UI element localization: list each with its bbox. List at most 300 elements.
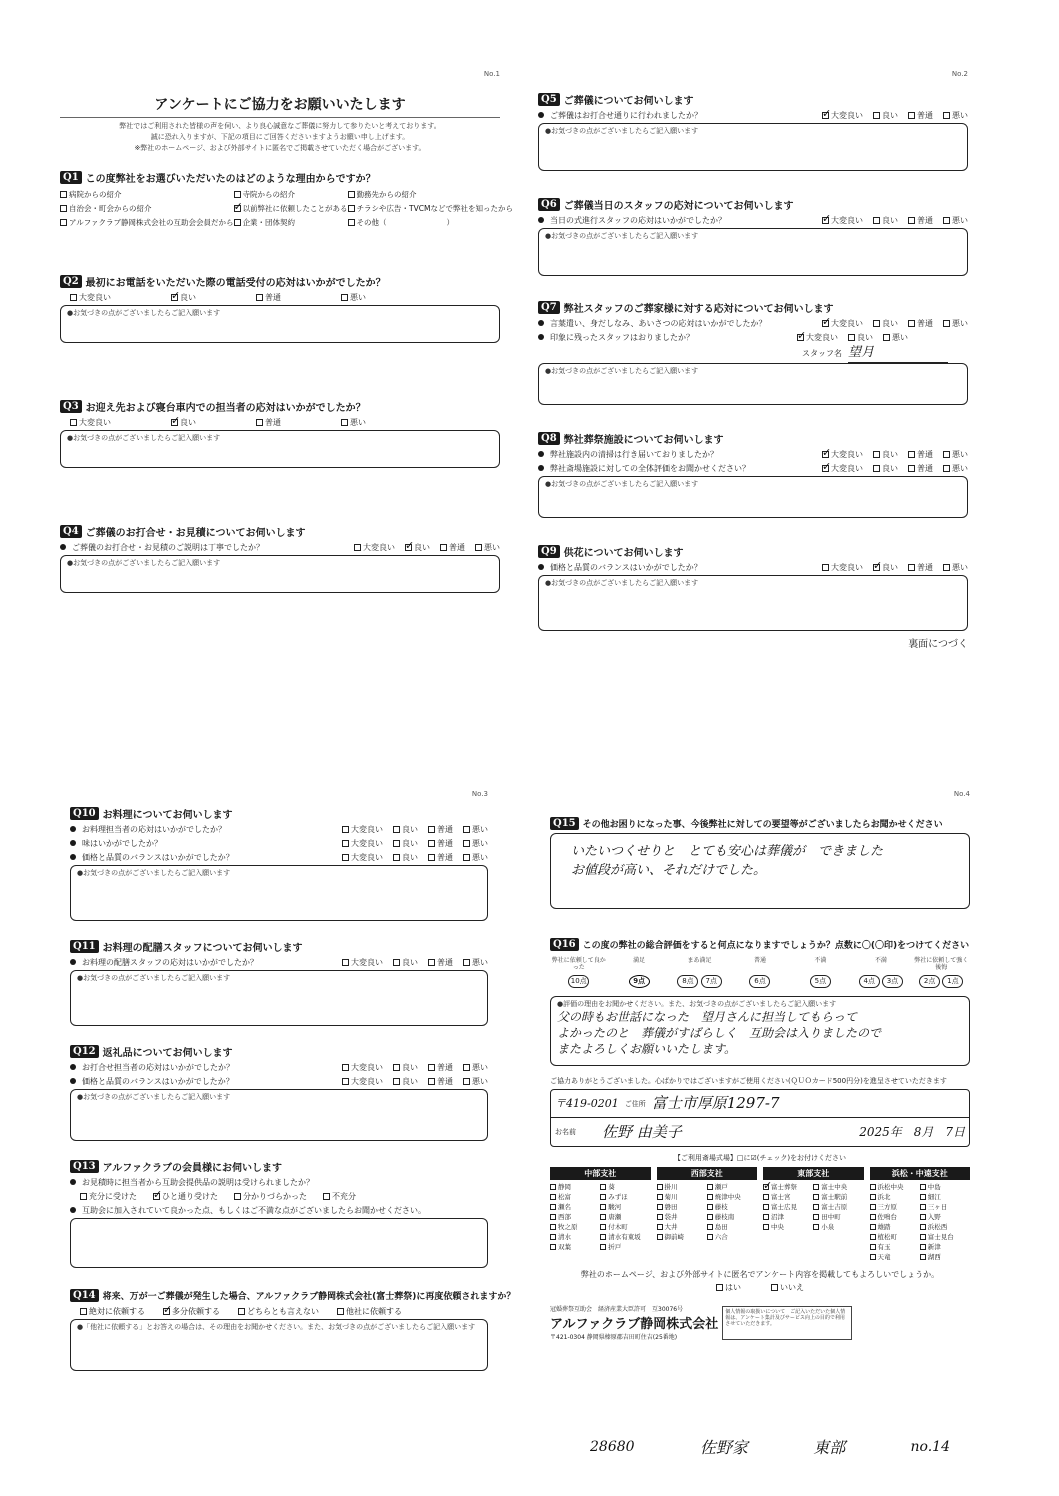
comment-box[interactable] bbox=[70, 1218, 488, 1268]
q1-option[interactable]: 寺院からの紹介 bbox=[234, 189, 348, 200]
checkbox-option[interactable]: 大変良い bbox=[342, 957, 383, 968]
checkbox-icon[interactable] bbox=[943, 320, 950, 327]
comment-box[interactable]: ●お気づきの点がございましたらご記入願います bbox=[60, 305, 500, 343]
checkbox-icon[interactable] bbox=[707, 1194, 713, 1200]
comment-box[interactable]: ●お気づきの点がございましたらご記入願います bbox=[70, 865, 488, 921]
checkbox-icon[interactable] bbox=[920, 1204, 926, 1210]
checkbox-icon[interactable] bbox=[657, 1234, 663, 1240]
checkbox-option[interactable]: 良い bbox=[393, 1062, 418, 1073]
checkbox-icon[interactable] bbox=[813, 1224, 819, 1230]
checkbox-icon[interactable] bbox=[600, 1244, 606, 1250]
q9: Q9 供花についてお伺いします 価格と品質のバランスはいかがでしたか？ 大変良い ✓ 良い 普通 悪い ●お気づきの点がございましたらご記入願います 裏面につづく bbox=[538, 542, 968, 650]
checkbox-icon[interactable] bbox=[550, 1204, 556, 1210]
checkbox-option[interactable]: ✓ 大変良い bbox=[797, 332, 838, 343]
checkbox-option[interactable]: 悪い bbox=[463, 824, 488, 835]
checkbox-icon[interactable] bbox=[657, 1184, 663, 1190]
checkbox-icon[interactable] bbox=[763, 1214, 769, 1220]
checkbox-option[interactable]: 悪い bbox=[341, 292, 366, 303]
checkbox-icon[interactable] bbox=[943, 112, 950, 119]
checkbox-option[interactable]: 袋井 bbox=[657, 1212, 707, 1221]
checkbox-option[interactable]: 富士吉原 bbox=[813, 1202, 863, 1211]
checkbox-icon[interactable] bbox=[873, 465, 880, 472]
checkbox-option[interactable]: 三ヶ日 bbox=[920, 1202, 970, 1211]
checkbox-icon[interactable] bbox=[60, 191, 67, 198]
checkbox-option[interactable]: 有玉 bbox=[870, 1242, 920, 1251]
checkbox-option[interactable]: 悪い bbox=[463, 1076, 488, 1087]
checkbox-option[interactable]: 磐田 bbox=[657, 1202, 707, 1211]
checkbox-option[interactable]: 西部 bbox=[550, 1212, 600, 1221]
checkbox-icon[interactable] bbox=[393, 959, 400, 966]
comment-box[interactable]: ●お気づきの点がございましたらご記入願います bbox=[538, 123, 968, 171]
checkbox-option[interactable]: 良い bbox=[848, 332, 873, 343]
checkbox-icon[interactable] bbox=[600, 1234, 606, 1240]
checkbox-option[interactable]: 掛川 bbox=[657, 1182, 707, 1191]
comment-box[interactable]: ●お気づきの点がございましたらご記入願います bbox=[60, 430, 500, 468]
checkbox-option[interactable]: 菊川 bbox=[657, 1192, 707, 1201]
checked-box-icon[interactable] bbox=[234, 205, 241, 212]
checkbox-icon[interactable] bbox=[393, 1078, 400, 1085]
checkbox-option[interactable]: 佐鳴台 bbox=[870, 1212, 920, 1221]
checkbox-option[interactable]: ✓ 良い bbox=[405, 542, 430, 553]
checked-box-icon[interactable] bbox=[763, 1184, 769, 1190]
checkbox-icon[interactable] bbox=[920, 1214, 926, 1220]
checkbox-option[interactable]: 浜松西 bbox=[920, 1222, 970, 1231]
checkbox-icon[interactable] bbox=[463, 840, 470, 847]
checkbox-icon[interactable] bbox=[600, 1194, 606, 1200]
checkbox-icon[interactable] bbox=[428, 840, 435, 847]
checkbox-option[interactable]: 島田 bbox=[707, 1222, 757, 1231]
checkbox-icon[interactable] bbox=[943, 465, 950, 472]
q1-option[interactable]: 勤務先からの紹介 bbox=[348, 189, 513, 200]
comment-box[interactable]: ●お気づきの点がございましたらご記入願います bbox=[538, 228, 968, 276]
checkbox-icon[interactable] bbox=[70, 419, 77, 426]
checkbox-option[interactable]: 悪い bbox=[341, 417, 366, 428]
checkbox-icon[interactable] bbox=[337, 1308, 344, 1315]
checkbox-option[interactable]: 普通 bbox=[908, 215, 933, 226]
checkbox-icon[interactable] bbox=[341, 419, 348, 426]
checkbox-icon[interactable] bbox=[707, 1214, 713, 1220]
checkbox-option[interactable]: 三方原 bbox=[870, 1202, 920, 1211]
checkbox-option[interactable]: 悪い bbox=[943, 449, 968, 460]
checkbox-option[interactable]: 良い bbox=[873, 110, 898, 121]
comment-box[interactable]: ●お気づきの点がございましたらご記入願います bbox=[70, 970, 488, 1026]
checkbox-option[interactable]: 富士駅前 bbox=[813, 1192, 863, 1201]
address-form: 〒419-0201 ご住所 富士市厚原1297-7 お名前 佐野 由美子 2025年 8月 7日 bbox=[550, 1089, 970, 1147]
checkbox-option[interactable]: 大変良い bbox=[354, 542, 395, 553]
date-field[interactable]: 2025年 8月 7日 bbox=[859, 1124, 965, 1139]
checkbox-option[interactable]: 大変良い bbox=[342, 1062, 383, 1073]
checkbox-icon[interactable] bbox=[428, 1078, 435, 1085]
checkbox-icon[interactable] bbox=[342, 1078, 349, 1085]
checkbox-icon[interactable] bbox=[550, 1194, 556, 1200]
checkbox-option[interactable]: 双葉 bbox=[550, 1242, 600, 1251]
checkbox-option[interactable]: 良い bbox=[393, 1076, 418, 1087]
checkbox-icon[interactable] bbox=[943, 217, 950, 224]
checkbox-icon[interactable] bbox=[763, 1194, 769, 1200]
checkbox-option[interactable]: 大井 bbox=[657, 1222, 707, 1231]
checkbox-icon[interactable] bbox=[908, 112, 915, 119]
checkbox-option[interactable]: 清水有東坂 bbox=[600, 1232, 650, 1241]
survey-title: アンケートにご協力をお願いいたします bbox=[60, 94, 500, 118]
publish-yes[interactable]: はい bbox=[716, 1282, 741, 1293]
checkbox-option[interactable]: 大変良い bbox=[70, 292, 111, 303]
checkbox-option[interactable]: ✓ ひと通り受けた bbox=[153, 1191, 218, 1202]
checkbox-icon[interactable] bbox=[873, 217, 880, 224]
checkbox-icon[interactable] bbox=[920, 1254, 926, 1260]
checkbox-icon[interactable] bbox=[908, 451, 915, 458]
checked-box-icon[interactable] bbox=[822, 217, 829, 224]
checkbox-icon[interactable] bbox=[428, 1064, 435, 1071]
checkbox-icon[interactable] bbox=[600, 1204, 606, 1210]
checkbox-option[interactable]: 新津 bbox=[920, 1242, 970, 1251]
checkbox-option[interactable]: 悪い bbox=[463, 852, 488, 863]
checkbox-option[interactable]: 御前崎 bbox=[657, 1232, 707, 1241]
bullet-icon bbox=[70, 1078, 76, 1084]
question-number: Q15 bbox=[550, 817, 579, 830]
checkbox-icon[interactable] bbox=[342, 854, 349, 861]
checkbox-option[interactable]: 六合 bbox=[707, 1232, 757, 1241]
checkbox-icon[interactable] bbox=[870, 1214, 876, 1220]
checkbox-icon[interactable] bbox=[657, 1224, 663, 1230]
checkbox-option[interactable]: 絶対に依頼する bbox=[80, 1306, 145, 1317]
checkbox-icon[interactable] bbox=[763, 1204, 769, 1210]
q1-option[interactable]: アルファクラブ静岡株式会社の互助会会員だから bbox=[60, 217, 234, 228]
checkbox-icon[interactable] bbox=[60, 205, 67, 212]
checkbox-icon[interactable] bbox=[550, 1244, 556, 1250]
checkbox-icon[interactable] bbox=[870, 1244, 876, 1250]
checkbox-icon[interactable] bbox=[870, 1234, 876, 1240]
checkbox-icon[interactable] bbox=[813, 1194, 819, 1200]
checkbox-icon[interactable] bbox=[873, 451, 880, 458]
checkbox-option[interactable]: ✓ 良い bbox=[171, 292, 196, 303]
checkbox-icon[interactable] bbox=[908, 465, 915, 472]
comment-box[interactable]: ●お気づきの点がございましたらご記入願います bbox=[60, 555, 500, 593]
checkbox-option[interactable]: ✓ 大変良い bbox=[822, 110, 863, 121]
checkbox-option[interactable]: 普通 bbox=[908, 562, 933, 573]
checkbox-option[interactable]: 悪い bbox=[463, 1062, 488, 1073]
address-field[interactable]: 富士市厚原1297-7 bbox=[651, 1094, 780, 1112]
checkbox-option[interactable]: 大変良い bbox=[342, 1076, 383, 1087]
checkbox-option[interactable]: 浜北 bbox=[870, 1192, 920, 1201]
checked-box-icon[interactable] bbox=[822, 320, 829, 327]
checkbox-option[interactable]: 焼津中央 bbox=[707, 1192, 757, 1201]
checkbox-option[interactable]: 普通 bbox=[908, 318, 933, 329]
checked-box-icon[interactable] bbox=[171, 419, 178, 426]
checkbox-option[interactable]: ✓ 富士葬祭 bbox=[763, 1182, 813, 1191]
checkbox-option[interactable]: 大変良い bbox=[342, 824, 383, 835]
checkbox-option[interactable]: どちらとも言えない bbox=[238, 1306, 319, 1317]
checkbox-option[interactable]: 植松町 bbox=[870, 1232, 920, 1241]
checkbox-option[interactable]: 富士広見 bbox=[763, 1202, 813, 1211]
checkbox-icon[interactable] bbox=[80, 1193, 87, 1200]
checkbox-option[interactable]: 良い bbox=[873, 215, 898, 226]
checkbox-icon[interactable] bbox=[550, 1214, 556, 1220]
checkbox-option[interactable]: 普通 bbox=[428, 838, 453, 849]
checkbox-option[interactable]: 悪い bbox=[943, 110, 968, 121]
checkbox-icon[interactable] bbox=[342, 840, 349, 847]
checkbox-icon[interactable] bbox=[463, 1078, 470, 1085]
staff-name-input[interactable]: 望月 bbox=[848, 343, 948, 363]
checkbox-option[interactable]: 瀬名 bbox=[550, 1202, 600, 1211]
checkbox-option[interactable]: 雄踏 bbox=[870, 1222, 920, 1231]
checkbox-icon[interactable] bbox=[475, 544, 482, 551]
checkbox-option[interactable]: 良い bbox=[393, 957, 418, 968]
checkbox-option[interactable]: 唐瀬 bbox=[600, 1212, 650, 1221]
checkbox-option[interactable]: 不充分 bbox=[323, 1191, 356, 1202]
checkbox-option[interactable]: 良い bbox=[873, 463, 898, 474]
checkbox-icon[interactable] bbox=[463, 854, 470, 861]
checked-box-icon[interactable] bbox=[822, 465, 829, 472]
checkbox-icon[interactable] bbox=[870, 1204, 876, 1210]
checkbox-option[interactable]: 悪い bbox=[943, 215, 968, 226]
checkbox-icon[interactable] bbox=[393, 854, 400, 861]
checkbox-option[interactable]: 富士宮 bbox=[763, 1192, 813, 1201]
checkbox-option[interactable]: 他社に依頼する bbox=[337, 1306, 402, 1317]
checkbox-icon[interactable] bbox=[707, 1234, 713, 1240]
checkbox-option[interactable]: 普通 bbox=[440, 542, 465, 553]
checkbox-icon[interactable] bbox=[80, 1308, 87, 1315]
checkbox-option[interactable]: 普通 bbox=[256, 292, 281, 303]
q1-option[interactable]: 企業・団体契約 bbox=[234, 217, 348, 228]
checkbox-option[interactable]: 沼津 bbox=[763, 1212, 813, 1221]
checked-box-icon[interactable] bbox=[822, 112, 829, 119]
checkbox-icon[interactable] bbox=[870, 1254, 876, 1260]
checkbox-icon[interactable] bbox=[716, 1284, 723, 1291]
checkbox-icon[interactable] bbox=[657, 1194, 663, 1200]
checkbox-option[interactable]: 湖西 bbox=[920, 1252, 970, 1261]
checkbox-icon[interactable] bbox=[600, 1184, 606, 1190]
checkbox-option[interactable]: 大変良い bbox=[70, 417, 111, 428]
checked-box-icon[interactable] bbox=[153, 1193, 160, 1200]
comment-box[interactable]: ●お気づきの点がございましたらご記入願います bbox=[538, 363, 968, 405]
checkbox-icon[interactable] bbox=[234, 191, 241, 198]
checkbox-icon[interactable] bbox=[440, 544, 447, 551]
checkbox-icon[interactable] bbox=[428, 854, 435, 861]
checkbox-option[interactable]: 普通 bbox=[908, 463, 933, 474]
checkbox-icon[interactable] bbox=[873, 112, 880, 119]
checkbox-icon[interactable] bbox=[348, 219, 355, 226]
checkbox-option[interactable]: 葵 bbox=[600, 1182, 650, 1191]
checkbox-icon[interactable] bbox=[428, 959, 435, 966]
checkbox-option[interactable]: 良い bbox=[873, 318, 898, 329]
checkbox-option[interactable]: 充分に受けた bbox=[80, 1191, 137, 1202]
checkbox-option[interactable]: 小泉 bbox=[813, 1222, 863, 1231]
checkbox-option[interactable]: 普通 bbox=[908, 110, 933, 121]
checkbox-icon[interactable] bbox=[822, 564, 829, 571]
checkbox-option[interactable]: 天竜 bbox=[870, 1252, 920, 1261]
checkbox-option[interactable]: 松富 bbox=[550, 1192, 600, 1201]
checkbox-icon[interactable] bbox=[342, 826, 349, 833]
checkbox-icon[interactable] bbox=[348, 205, 355, 212]
checkbox-option[interactable]: ✓ 大変良い bbox=[822, 463, 863, 474]
checked-box-icon[interactable] bbox=[405, 544, 412, 551]
checkbox-option[interactable]: 田中町 bbox=[813, 1212, 863, 1221]
checkbox-icon[interactable] bbox=[771, 1284, 778, 1291]
checkbox-icon[interactable] bbox=[920, 1234, 926, 1240]
checkbox-option[interactable]: 悪い bbox=[943, 562, 968, 573]
checkbox-option[interactable]: 悪い bbox=[475, 542, 500, 553]
checkbox-icon[interactable] bbox=[550, 1224, 556, 1230]
checked-box-icon[interactable] bbox=[873, 564, 880, 571]
checkbox-option[interactable]: 悪い bbox=[463, 838, 488, 849]
checkbox-option[interactable]: 普通 bbox=[256, 417, 281, 428]
checkbox-icon[interactable] bbox=[550, 1184, 556, 1190]
checkbox-icon[interactable] bbox=[600, 1214, 606, 1220]
comment-box[interactable] bbox=[550, 833, 970, 909]
checkbox-icon[interactable] bbox=[342, 1064, 349, 1071]
checkbox-option[interactable]: 悪い bbox=[463, 957, 488, 968]
checkbox-option[interactable]: みずほ bbox=[600, 1192, 650, 1201]
checkbox-icon[interactable] bbox=[870, 1224, 876, 1230]
question-number: Q13 bbox=[70, 1160, 99, 1173]
checkbox-icon[interactable] bbox=[873, 320, 880, 327]
checkbox-icon[interactable] bbox=[943, 564, 950, 571]
checkbox-icon[interactable] bbox=[463, 1064, 470, 1071]
checkbox-option[interactable]: 悪い bbox=[943, 463, 968, 474]
checkbox-icon[interactable] bbox=[943, 451, 950, 458]
checkbox-option[interactable]: 普通 bbox=[428, 1062, 453, 1073]
checkbox-icon[interactable] bbox=[908, 320, 915, 327]
checkbox-icon[interactable] bbox=[341, 294, 348, 301]
checkbox-icon[interactable] bbox=[870, 1194, 876, 1200]
checkbox-icon[interactable] bbox=[393, 840, 400, 847]
checkbox-option[interactable]: ✓ 大変良い bbox=[822, 318, 863, 329]
checkbox-option[interactable]: 浜松中央 bbox=[870, 1182, 920, 1191]
checkbox-option[interactable]: 分かりづらかった bbox=[234, 1191, 307, 1202]
checkbox-icon[interactable] bbox=[657, 1204, 663, 1210]
checkbox-option[interactable]: 細江 bbox=[920, 1192, 970, 1201]
checkbox-option[interactable]: 中央 bbox=[763, 1222, 813, 1231]
bullet-icon bbox=[538, 465, 544, 471]
checkbox-icon[interactable] bbox=[234, 1193, 241, 1200]
checkbox-icon[interactable] bbox=[657, 1214, 663, 1220]
checkbox-option[interactable]: 良い bbox=[393, 824, 418, 835]
checkbox-option[interactable]: 中島 bbox=[920, 1182, 970, 1191]
checkbox-icon[interactable] bbox=[234, 219, 241, 226]
checkbox-option[interactable]: ✓ 大変良い bbox=[822, 215, 863, 226]
checkbox-icon[interactable] bbox=[813, 1204, 819, 1210]
score-scale: 弊社に依頼して良かった 10点 満足 9点 まあ満足 8点 7点 普通 6点 不満 5点 不満 4点 3点 弊社に依頼して強く後悔 2点 1点 bbox=[550, 957, 970, 988]
checkbox-option[interactable]: 普通 bbox=[428, 1076, 453, 1087]
checkbox-icon[interactable] bbox=[393, 826, 400, 833]
checkbox-option[interactable]: 良い bbox=[873, 449, 898, 460]
checkbox-icon[interactable] bbox=[813, 1214, 819, 1220]
q1-option[interactable]: その他（ ） bbox=[348, 217, 513, 228]
checkbox-option[interactable]: 静岡 bbox=[550, 1182, 600, 1191]
q1-option[interactable]: 自治会・町会からの紹介 bbox=[60, 203, 234, 214]
checkbox-option[interactable]: 悪い bbox=[943, 318, 968, 329]
checkbox-option[interactable]: 入野 bbox=[920, 1212, 970, 1221]
checkbox-icon[interactable] bbox=[763, 1224, 769, 1230]
checkbox-icon[interactable] bbox=[256, 419, 263, 426]
checkbox-option[interactable]: 普通 bbox=[428, 824, 453, 835]
checkbox-icon[interactable] bbox=[707, 1204, 713, 1210]
checkbox-option[interactable]: 藤枝南 bbox=[707, 1212, 757, 1221]
checkbox-icon[interactable] bbox=[70, 294, 77, 301]
publish-no[interactable]: いいえ bbox=[771, 1282, 804, 1293]
checked-box-icon[interactable] bbox=[171, 294, 178, 301]
checkbox-icon[interactable] bbox=[920, 1184, 926, 1190]
checkbox-option[interactable]: 良い bbox=[393, 838, 418, 849]
checkbox-icon[interactable] bbox=[600, 1224, 606, 1230]
checkbox-option[interactable]: 良い bbox=[393, 852, 418, 863]
checkbox-option[interactable]: 付木町 bbox=[600, 1222, 650, 1231]
checkbox-icon[interactable] bbox=[393, 1064, 400, 1071]
reason-box[interactable]: ●評価の理由をお聞かせください。また、お気づきの点がございましたらご記入願います 父の時もお世話になった 望月さんに担当してもらって よかったのと 葬儀がすばらしく 互助会は入りましたので またよろしくお願いいたします。 bbox=[550, 996, 970, 1066]
checkbox-option[interactable]: 悪い bbox=[883, 332, 908, 343]
checkbox-icon[interactable] bbox=[238, 1308, 245, 1315]
checkbox-option[interactable]: ✓ 良い bbox=[171, 417, 196, 428]
score-selected[interactable]: 9点 bbox=[629, 975, 650, 988]
checkbox-icon[interactable] bbox=[550, 1234, 556, 1240]
checkbox-icon[interactable] bbox=[848, 334, 855, 341]
checkbox-option[interactable]: 大変良い bbox=[822, 562, 863, 573]
page-2: No.2 Q5 ご葬儀についてお伺いします ご葬儀はお打合せ通りに行われましたか？ ✓ 大変良い 良い 普通 悪い ●お気づきの点がございましたらご記入願います Q6 ご葬儀当日のスタッフの応対についてお伺いします 当日の式進行スタッフの応対はいかがでしたか？ ✓ 大変良い 良い 普通 悪い ●お気づきの点がございましたらご記入願います Q7 弊社スタッフのご葬家様に対する応対についてお伺いします 言葉遣い、身だしなみ、あいさつの応対はいかがでしたか？ ✓ 大変良い 良い 普通 悪い 印象に残ったスタッフはおりましたか？ ✓ 大変良い 良い 悪い スタッフ名 望月 ●お気づきの点がございましたらご記入願います Q8 弊社葬祭施設についてお伺いします 弊社施設内の清掃は行き届いておりましたか？ ✓ 大変良い 良い 普通 悪い 弊社斎場施設に対しての全体評価をお聞かせください？ ✓ 大変良い 良い 普通 悪い ●お気づきの点がございましたらご記入願います Q9 供花についてお伺いします 価格と品質のバランスはいかがでしたか？ 大変良い ✓ 良い 普通 悪い ●お気づきの点がございましたらご記入願います 裏面につづく bbox=[538, 70, 968, 760]
checkbox-icon[interactable] bbox=[920, 1244, 926, 1250]
checkbox-option[interactable]: 清水 bbox=[550, 1232, 600, 1241]
checkbox-icon[interactable] bbox=[60, 219, 67, 226]
checkbox-option[interactable]: 大変良い bbox=[342, 838, 383, 849]
comment-box[interactable]: ●お気づきの点がございましたらご記入願います bbox=[70, 1089, 488, 1141]
checkbox-icon[interactable] bbox=[870, 1184, 876, 1190]
checked-box-icon[interactable] bbox=[163, 1308, 170, 1315]
checkbox-option[interactable]: 折戸 bbox=[600, 1242, 650, 1251]
checkbox-icon[interactable] bbox=[920, 1194, 926, 1200]
checkbox-icon[interactable] bbox=[323, 1193, 330, 1200]
comment-box[interactable]: ●お気づきの点がございましたらご記入願います bbox=[538, 575, 968, 631]
checkbox-icon[interactable] bbox=[908, 217, 915, 224]
checkbox-option[interactable]: 普通 bbox=[428, 957, 453, 968]
comment-box[interactable]: ●お気づきの点がございましたらご記入願います bbox=[538, 476, 968, 518]
q1-option[interactable]: チラシや広告・TVCMなどで弊社を知ったから bbox=[348, 203, 513, 214]
checkbox-icon[interactable] bbox=[428, 826, 435, 833]
checkbox-option[interactable]: ✓ 良い bbox=[873, 562, 898, 573]
checkbox-icon[interactable] bbox=[883, 334, 890, 341]
checked-box-icon[interactable] bbox=[822, 451, 829, 458]
checkbox-option[interactable]: 牧之原 bbox=[550, 1222, 600, 1231]
checkbox-option[interactable]: 普通 bbox=[908, 449, 933, 460]
checkbox-option[interactable]: ✓ 多分依頼する bbox=[163, 1306, 220, 1317]
checked-box-icon[interactable] bbox=[797, 334, 804, 341]
checkbox-icon[interactable] bbox=[813, 1184, 819, 1190]
checkbox-option[interactable]: 普通 bbox=[428, 852, 453, 863]
checkbox-icon[interactable] bbox=[354, 544, 361, 551]
comment-box[interactable]: ●「他社に依頼する」とお答えの場合は、その理由をお聞かせください。また、お気づきの点がございましたらご記入願います bbox=[70, 1319, 488, 1371]
checkbox-option[interactable]: ✓ 大変良い bbox=[822, 449, 863, 460]
checkbox-option[interactable]: 藤枝 bbox=[707, 1202, 757, 1211]
checkbox-icon[interactable] bbox=[920, 1224, 926, 1230]
bullet-icon bbox=[538, 320, 544, 326]
checkbox-icon[interactable] bbox=[463, 826, 470, 833]
checkbox-icon[interactable] bbox=[707, 1224, 713, 1230]
checkbox-icon[interactable] bbox=[908, 564, 915, 571]
name-field[interactable]: 佐野 由美子 bbox=[602, 1122, 682, 1141]
checkbox-icon[interactable] bbox=[707, 1184, 713, 1190]
q1-option-checked[interactable]: ✓ 以前弊社に依頼したことがある bbox=[234, 203, 348, 214]
checkbox-option[interactable]: 大変良い bbox=[342, 852, 383, 863]
q14: Q14 将来、万が一ご葬儀が発生した場合、アルファクラブ静岡株式会社(富士葬祭)に再度依頼されますか？ 絶対に依頼する ✓ 多分依頼する どちらとも言えない 他社に依頼する ●「他社に依頼する」とお答えの場合は、その理由をお聞かせください。また、お気づきの点がございましたらご記入願います bbox=[70, 1286, 488, 1371]
checkbox-icon[interactable] bbox=[463, 959, 470, 966]
checkbox-option[interactable]: 瀬戸 bbox=[707, 1182, 757, 1191]
bullet-icon bbox=[538, 334, 544, 340]
checkbox-icon[interactable] bbox=[256, 294, 263, 301]
checkbox-icon[interactable] bbox=[348, 191, 355, 198]
checkbox-option[interactable]: 富士見台 bbox=[920, 1232, 970, 1241]
checkbox-option[interactable]: 富士中央 bbox=[813, 1182, 863, 1191]
checkbox-option[interactable]: 駿河 bbox=[600, 1202, 650, 1211]
checkbox-icon[interactable] bbox=[342, 959, 349, 966]
q1-option[interactable]: 病院からの紹介 bbox=[60, 189, 234, 200]
